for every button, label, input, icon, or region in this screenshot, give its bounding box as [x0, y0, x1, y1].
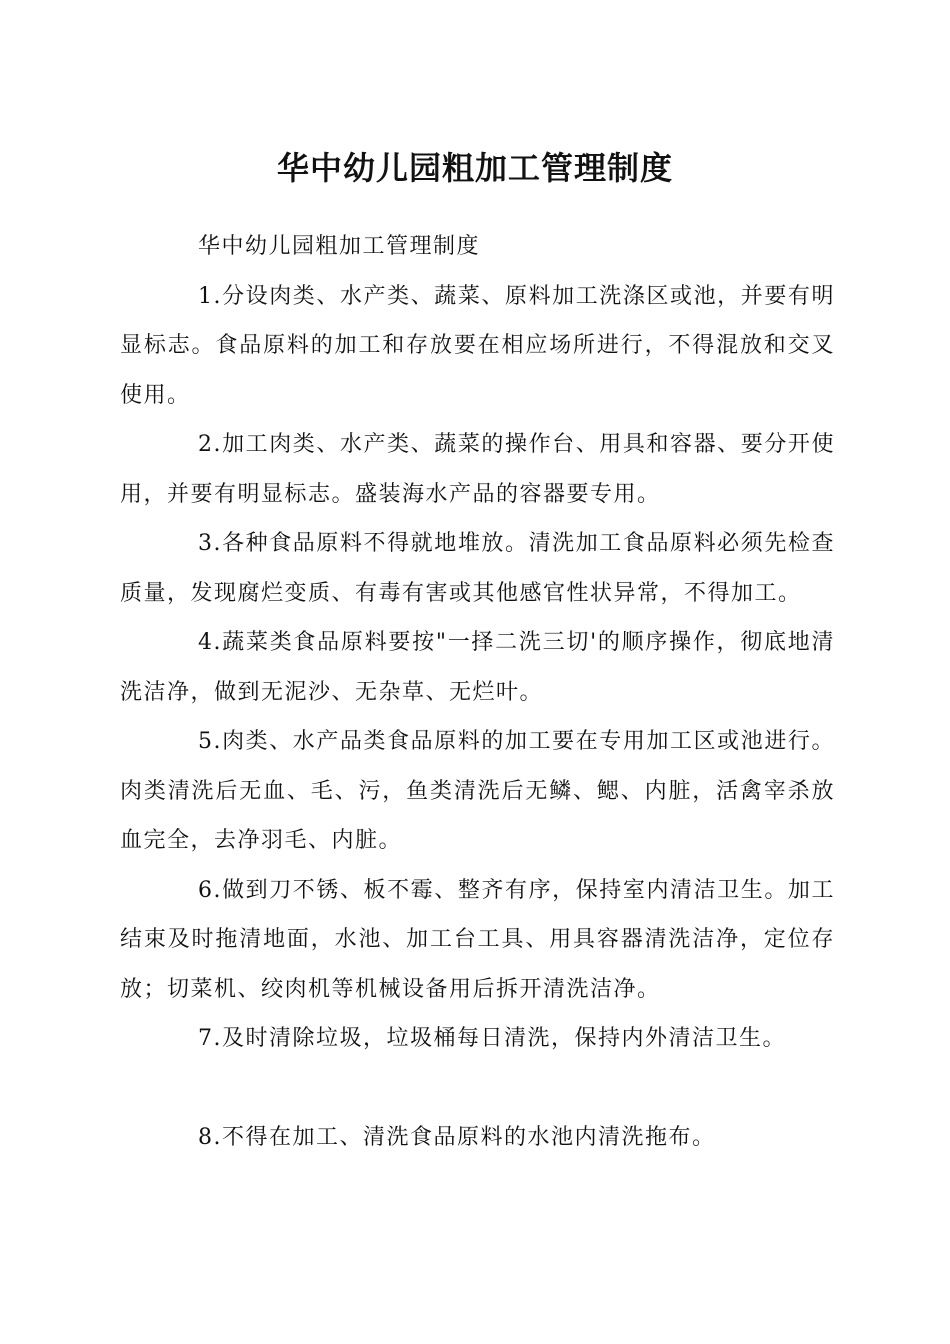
rule-item-7: 7.及时清除垃圾，垃圾桶每日清洗，保持内外清洁卫生。 — [198, 1026, 786, 1051]
rule-item-3: 3.各种食品原料不得就地堆放。清洗加工食品原料必须先检查质量，发现腐烂变质、有毒有害或其他感官性状异常，不得加工。 — [120, 531, 835, 606]
rule-item-1: 1.分设肉类、水产类、蔬菜、原料加工洗涤区或池，并要有明显标志。食品原料的加工和存放要在相应场所进行，不得混放和交叉使用。 — [120, 283, 835, 408]
blank-line — [120, 1064, 835, 1114]
rule-item-2: 2.加工肉类、水产类、蔬菜的操作台、用具和容器、要分开使用，并要有明显标志。盛装海水产品的容器要专用。 — [120, 432, 835, 507]
document-title: 华中幼儿园粗加工管理制度 — [276, 149, 673, 187]
document-body — [120, 222, 835, 1163]
rule-item-5: 5.肉类、水产品类食品原料的加工要在专用加工区或池进行。肉类清洗后无血、毛、污，鱼类清洗后无鳞、鳃、内脏，活禽宰杀放血完全，去净羽毛、内脏。 — [120, 729, 835, 853]
rule-item-8: 8.不得在加工、清洗食品原料的水池内清洗拖布。 — [198, 1125, 716, 1150]
rule-item-4: 4.蔬菜类食品原料要按"一择二洗三切'的顺序操作，彻底地清洗洁净，做到无泥沙、无杂草、无烂叶。 — [120, 630, 835, 705]
document-subtitle: 华中幼儿园粗加工管理制度 — [198, 234, 481, 259]
rule-item-6: 6.做到刀不锈、板不霉、整齐有序，保持室内清洁卫生。加工结束及时拖清地面，水池、加工台工具、用具容器清洗洁净，定位存放；切菜机、绞肉机等机械设备用后拆开清洗洁净。 — [120, 877, 835, 1002]
